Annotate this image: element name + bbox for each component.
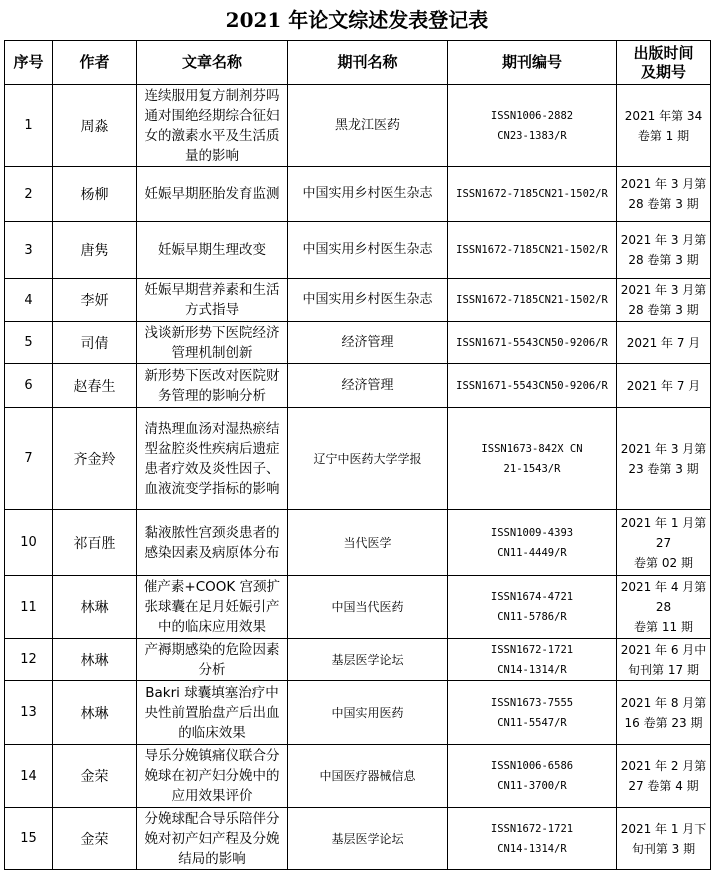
cell-article: 妊娠早期生理改变 [137, 222, 288, 279]
cell-pub: 2021 年 3 月第 23 卷第 3 期 [617, 408, 711, 510]
cell-pub: 2021 年 1 月下旬刊第 3 期 [617, 808, 711, 870]
cell-pub: 2021 年 3 月第 28 卷第 3 期 [617, 167, 711, 222]
issn-line: ISSN1009-4393 [490, 526, 574, 539]
cell-pub: 2021 年第 34 卷第 1 期 [617, 85, 711, 167]
cell-article: 浅谈新形势下医院经济管理机制创新 [137, 322, 288, 364]
cell-author: 林琳 [53, 639, 137, 681]
cn-line: CN11-3700/R [497, 780, 567, 792]
header-pub [617, 41, 711, 85]
cell-issn: ISSN1671-5543CN50-9206/R [448, 364, 617, 408]
cell-journal: 经济管理 [288, 364, 448, 408]
table-row [5, 322, 711, 364]
issn-line: ISSN1672-1721 [490, 822, 574, 835]
table-row [5, 222, 711, 279]
cell-author: 金荣 [53, 808, 137, 870]
cell-no: 3 [5, 222, 53, 279]
cell-issn [448, 639, 617, 681]
table-row [5, 639, 711, 681]
cell-author: 唐隽 [53, 222, 137, 279]
cell-journal: 辽宁中医药大学学报 [288, 408, 448, 510]
cell-article: 妊娠早期胚胎发育监测 [137, 167, 288, 222]
cell-author: 林琳 [53, 681, 137, 745]
header-no: 序号 [5, 41, 53, 85]
cell-pub: 2021 年 3 月第 28 卷第 3 期 [617, 222, 711, 279]
cell-pub: 2021 年 3 月第 28 卷第 3 期 [617, 279, 711, 322]
header-article: 文章名称 [137, 41, 288, 85]
cell-issn [448, 681, 617, 745]
cell-journal: 经济管理 [288, 322, 448, 364]
cell-journal: 中国实用乡村医生杂志 [288, 167, 448, 222]
pub-line: 2021 年 4 月第 28 [620, 580, 707, 614]
cell-no: 5 [5, 322, 53, 364]
pub-line: 2021 年 1 月第 27 [620, 515, 707, 550]
cell-pub [617, 576, 711, 639]
cell-author: 赵春生 [53, 364, 137, 408]
cell-issn [448, 808, 617, 870]
cell-pub: 2021 年 7 月 [617, 364, 711, 408]
cn-line: CN11-5786/R [497, 611, 567, 623]
cell-article: 连续服用复方制剂芬吗通对围绝经期综合征妇女的激素水平及生活质量的影响 [137, 85, 288, 167]
header-pub-line2: 及期号 [640, 62, 686, 81]
table-row [5, 510, 711, 576]
cell-no: 2 [5, 167, 53, 222]
cell-issn [448, 745, 617, 808]
table-row [5, 85, 711, 167]
cell-author: 齐金羚 [53, 408, 137, 510]
cell-article: 分娩球配合导乐陪伴分娩对初产妇产程及分娩结局的影响 [137, 808, 288, 870]
cell-issn [448, 576, 617, 639]
cell-no: 4 [5, 279, 53, 322]
cell-issn [448, 408, 617, 510]
table-row [5, 808, 711, 870]
cell-author: 杨柳 [53, 167, 137, 222]
cell-pub: 2021 年 6 月中旬刊第 17 期 [617, 639, 711, 681]
issn-line: ISSN1673-7555 [490, 696, 574, 709]
cn-line: CN23-1383/R [497, 129, 567, 142]
cell-journal: 中国实用医药 [288, 681, 448, 745]
cell-journal: 中国实用乡村医生杂志 [288, 279, 448, 322]
table-row [5, 364, 711, 408]
cn-line: CN11-5547/R [497, 716, 567, 729]
cell-author: 祁百胜 [53, 510, 137, 576]
cell-author: 周淼 [53, 85, 137, 167]
cn-line: 21-1543/R [503, 462, 561, 475]
cell-issn [448, 85, 617, 167]
table-row [5, 408, 711, 510]
header-author: 作者 [53, 41, 137, 85]
page-title: 2021 年论文综述发表登记表 [225, 8, 489, 32]
cell-article: 妊娠早期营养素和生活方式指导 [137, 279, 288, 322]
cell-no: 14 [5, 745, 53, 808]
table-header-row [5, 41, 711, 85]
cell-author: 司倩 [53, 322, 137, 364]
pub-line: 卷第 11 期 [634, 620, 693, 634]
issn-line: ISSN1006-6586 [490, 760, 574, 772]
cell-journal: 基层医学论坛 [288, 808, 448, 870]
cell-journal: 当代医学 [288, 510, 448, 576]
cell-article: 新形势下医改对医院财务管理的影响分析 [137, 364, 288, 408]
cell-pub: 2021 年 8 月第 16 卷第 23 期 [617, 681, 711, 745]
cell-article: 催产素+COOK 宫颈扩张球囊在足月妊娠引产中的临床应用效果 [137, 576, 288, 639]
cell-no: 11 [5, 576, 53, 639]
cell-pub: 2021 年 7 月 [617, 322, 711, 364]
cell-journal: 中国实用乡村医生杂志 [288, 222, 448, 279]
cell-issn: ISSN1672-7185CN21-1502/R [448, 222, 617, 279]
cell-journal: 基层医学论坛 [288, 639, 448, 681]
header-pub-line1: 出版时间 [633, 43, 694, 62]
cell-author: 林琳 [53, 576, 137, 639]
table-row [5, 167, 711, 222]
cell-journal: 中国当代医药 [288, 576, 448, 639]
cell-no: 1 [5, 85, 53, 167]
cell-article: 黏液脓性宫颈炎患者的感染因素及病原体分布 [137, 510, 288, 576]
header-issn: 期刊编号 [448, 41, 617, 85]
cell-no: 10 [5, 510, 53, 576]
cell-no: 13 [5, 681, 53, 745]
cell-issn: ISSN1671-5543CN50-9206/R [448, 322, 617, 364]
cell-article: 清热理血汤对湿热瘀结型盆腔炎性疾病后遗症患者疗效及炎性因子、血液流变学指标的影响 [137, 408, 288, 510]
cell-no: 7 [5, 408, 53, 510]
cell-author: 李妍 [53, 279, 137, 322]
cell-article: 产褥期感染的危险因素分析 [137, 639, 288, 681]
cell-issn [448, 510, 617, 576]
cell-no: 15 [5, 808, 53, 870]
cell-issn: ISSN1672-7185CN21-1502/R [448, 167, 617, 222]
cell-no: 12 [5, 639, 53, 681]
cn-line: CN11-4449/R [497, 546, 567, 559]
pub-line: 卷第 02 期 [634, 555, 693, 570]
table-row [5, 576, 711, 639]
registration-table [4, 40, 711, 870]
issn-line: ISSN1006-2882 [490, 109, 574, 122]
cell-article: Bakri 球囊填塞治疗中央性前置胎盘产后出血的临床效果 [137, 681, 288, 745]
cell-article: 导乐分娩镇痛仪联合分娩球在初产妇分娩中的应用效果评价 [137, 745, 288, 808]
cell-pub [617, 510, 711, 576]
table-row [5, 745, 711, 808]
table-row [5, 681, 711, 745]
issn-line: ISSN1673-842X CN [481, 442, 583, 455]
cn-line: CN14-1314/R [497, 663, 567, 676]
header-journal: 期刊名称 [288, 41, 448, 85]
cn-line: CN14-1314/R [497, 842, 567, 855]
cell-author: 金荣 [53, 745, 137, 808]
cell-journal: 中国医疗器械信息 [288, 745, 448, 808]
cell-journal: 黑龙江医药 [288, 85, 448, 167]
cell-no: 6 [5, 364, 53, 408]
table-row [5, 279, 711, 322]
cell-issn: ISSN1672-7185CN21-1502/R [448, 279, 617, 322]
cell-pub: 2021 年 2 月第 27 卷第 4 期 [617, 745, 711, 808]
issn-line: ISSN1672-1721 [490, 643, 574, 656]
issn-line: ISSN1674-4721 [490, 591, 574, 603]
